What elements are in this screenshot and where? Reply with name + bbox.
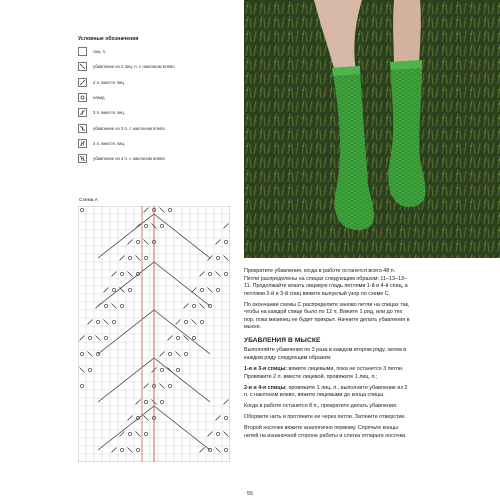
- paragraph-2: По окончании схемы С распределите заново петли на спицах так, чтобы на каждой спице было по 12 п. Вяжите 1 ряд, или до тех пор, пока мизинец не будет прикрыт. Начните делать убавления в мыске.: [244, 301, 410, 331]
- legend: [78, 36, 238, 166]
- ssssk-symbol-icon: [78, 154, 87, 163]
- needles-2-4-label: 2-я и 4-я спицы:: [244, 384, 287, 391]
- legend-label: убавление из 2 лиц. п. с наклоном влево: [93, 64, 175, 70]
- legend-item-yo: [78, 90, 238, 105]
- legend-label: убавление из 3 п. с наклоном влево: [93, 125, 165, 131]
- legend-label: 3 п. вместе лиц.: [93, 110, 126, 116]
- legend-item-knit: [78, 44, 238, 59]
- intro-paragraph: Прекратите убавления, когда в работе останется всего 48 п. Петли распределены на спицах следующим образом: 11–13–13–11. Продолжайте вязать лицевую гладь петлями 1-й и 4-й спиц, а петлями 2-й и 3-й спиц вяжите выпуклый узор по схеме С.: [244, 268, 408, 297]
- k2tog-symbol-icon: [78, 78, 87, 87]
- k3tog-symbol-icon: [78, 108, 87, 117]
- legend-item-ssk: [78, 59, 238, 74]
- scheme-a-label: Схема А: [79, 198, 98, 203]
- legend-item-k4tog: [78, 136, 238, 151]
- yarn-over-symbol-icon: [78, 93, 87, 102]
- ssk-symbol-icon: [78, 62, 87, 71]
- legend-label: 4 п. вместе лиц.: [93, 140, 126, 146]
- sssk-symbol-icon: [78, 124, 87, 133]
- needles-1-3-text: вяжите лицевыми, пока не останется 3 петли. Провяжите 2 п. вместе лицевой, провяжите 1 лиц. п.;: [244, 366, 404, 380]
- paragraph-7: Второй носочек вяжите аналогично первому. Спрячьте концы нитей на изнаночной стороне работы и слегка отпарьте носочки.: [244, 425, 407, 439]
- needles-2-4-text: провяжите 1 лиц. п., выполните убавление из 2 п. с наклоном влево, вяжите лицевыми до конца спицы.: [244, 384, 408, 399]
- legend-item-k3tog: [78, 105, 238, 120]
- socks-photo: [244, 0, 500, 258]
- k4tog-symbol-icon: [78, 139, 87, 148]
- legend-item-k2tog: [78, 75, 238, 90]
- legend-title: Условные обозначения: [78, 36, 139, 42]
- legend-label: лиц. п.: [93, 49, 107, 55]
- needles-1-3-label: 1-я и 3-я спицы:: [244, 366, 287, 373]
- legend-item-sssk: [78, 120, 238, 135]
- page-number: 55: [246, 491, 254, 497]
- legend-item-ssssk: [78, 151, 238, 166]
- paragraph-3: Выполняйте убавления по 3 раза в каждом втором ряду, затем в каждом ряду следующим образом:: [244, 347, 407, 361]
- section-heading: УБАВЛЕНИЯ В МЫСКЕ: [244, 336, 321, 344]
- legend-label: 2 п. вместе лиц.: [93, 79, 126, 85]
- needles-2-4-paragraph: [244, 385, 410, 400]
- legend-label: убавление из 4 п. с наклоном влево: [93, 156, 165, 162]
- legend-label: накид: [93, 95, 105, 101]
- paragraph-5: Когда в работе останется 8 п., прекратите делать убавления.: [244, 403, 398, 410]
- knit-symbol-icon: [78, 47, 87, 56]
- needles-1-3-paragraph: [244, 366, 410, 381]
- article-text: [244, 268, 410, 444]
- knitting-chart: [78, 206, 230, 462]
- paragraph-6: Оборвите нить и протяните ее через петли. Затяните отверстие.: [244, 414, 407, 421]
